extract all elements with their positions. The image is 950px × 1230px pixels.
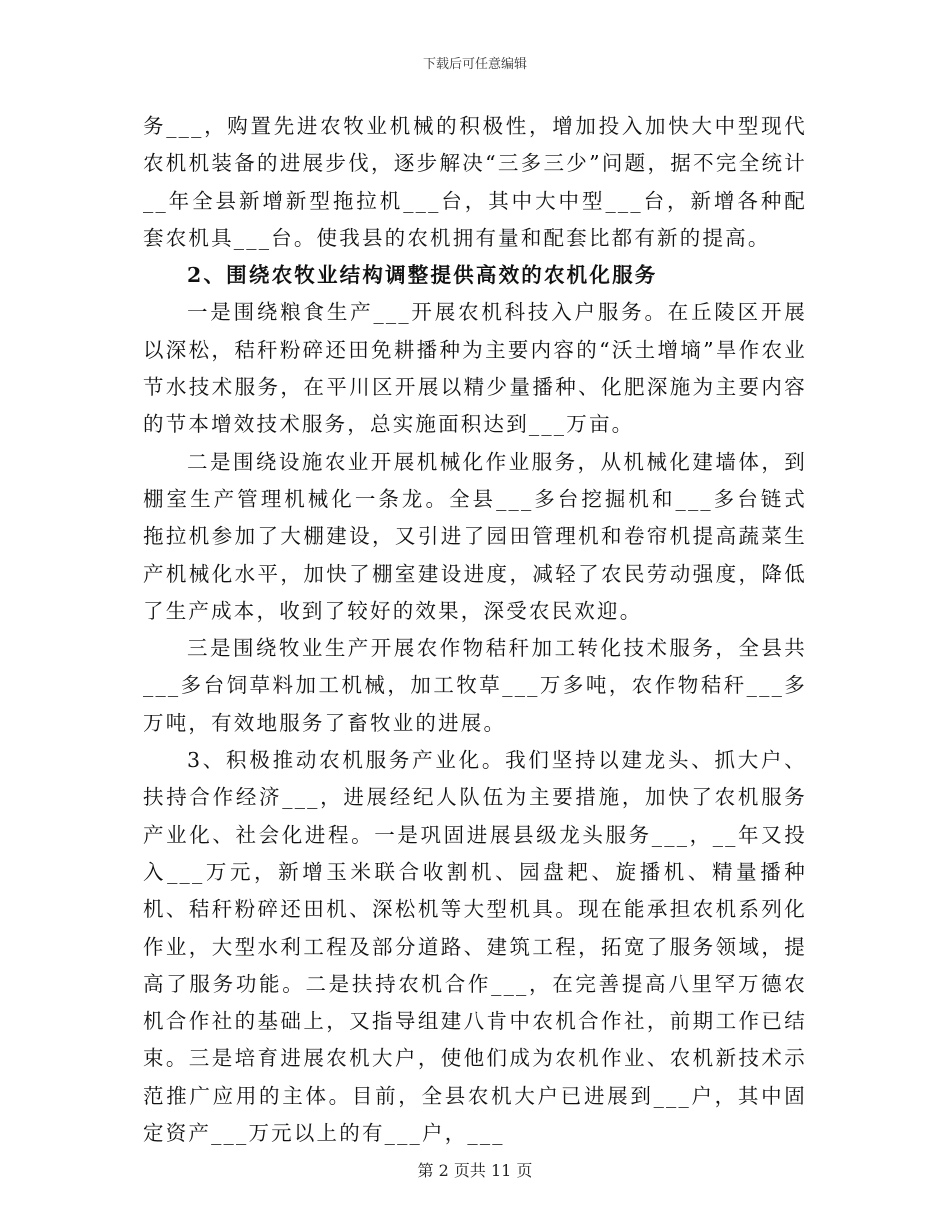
- page-number: 第 2 页共 11 页: [417, 1161, 533, 1180]
- paragraph-industrialization: 3、积极推动农机服务产业化。我们坚持以建龙头、抓大户、扶持合作经济___，进展经纪人队伍为主要措施，加快了农机服务产业化、社会化进程。一是巩固进展县级龙头服务___，__年又投入___万元，新增玉米联合收割机、园盘耙、旋播机、精量播种机、秸秆粉碎还田机、深松机等大型机具。现在能承担农机系列化作业，大型水利工程及部分道路、建筑工程，拓宽了服务领域，提高了服务功能。二是扶持农机合作___，在完善提高八里罕万德农机合作社的基础上，又指导组建八肯中农机合作社，前期工作已结束。三是培育进展农机大户，使他们成为农机作业、农机新技术示范推广应用的主体。目前，全县农机大户已进展到___户，其中固定资产___万元以上的有___户，___: [143, 748, 807, 1146]
- paragraph-facility-agriculture: 二是围绕设施农业开展机械化作业服务，从机械化建墙体，到棚室生产管理机械化一条龙。全县___多台挖掘机和___多台链式拖拉机参加了大棚建设，又引进了园田管理机和卷帘机提高蔬菜生产机械化水平，加快了棚室建设进度，减轻了农民劳动强度，降低了生产成本，收到了较好的效果，深受农民欢迎。: [143, 449, 807, 623]
- paragraph-grain-production: 一是围绕粮食生产___开展农机科技入户服务。在丘陵区开展以深松，秸秆粉碎还田免耕播种为主要内容的“沃土增墒”旱作农业节水技术服务，在平川区开展以精少量播种、化肥深施为主要内容的节本增效技术服务，总实施面积达到___万亩。: [143, 300, 807, 437]
- paragraph-continued: 务___，购置先进农牧业机械的积极性，增加投入加快大中型现代农机机装备的进展步伐，逐步解决“三多三少”问题，据不完全统计__年全县新增新型拖拉机___台，其中大中型___台，新增各种配套农机具___台。使我县的农机拥有量和配套比都有新的提高。: [143, 114, 807, 250]
- section-heading: 2、围绕农牧业结构调整提供高效的农机化服务: [187, 263, 658, 288]
- page-header: 下载后可任意编辑: [422, 57, 527, 72]
- paragraph-livestock: 三是围绕牧业生产开展农作物秸秆加工转化技术服务，全县共___多台饲草料加工机械，加工牧草___万多吨，农作物秸秆___多万吨，有效地服务了畜牧业的进展。: [143, 636, 807, 735]
- document-body: [143, 108, 807, 1152]
